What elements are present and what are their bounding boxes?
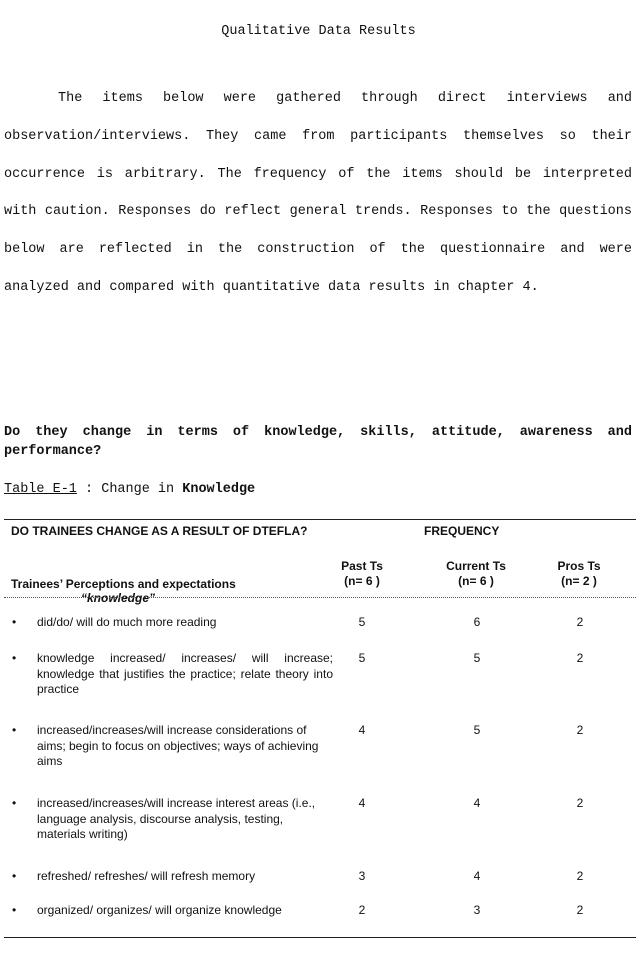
column-name-pros: Pros Ts — [557, 559, 601, 573]
cell-current: 4 — [473, 796, 481, 810]
cell-pros: 2 — [576, 903, 584, 917]
cell-pros: 2 — [576, 796, 584, 810]
row-description: organized/ organizes/ will organize knowledge — [37, 903, 282, 917]
table-caption — [4, 482, 255, 497]
cell-past: 3 — [358, 869, 366, 883]
header-perceptions-sub: “knowledge” — [81, 591, 156, 605]
bullet-icon: • — [12, 651, 17, 665]
cell-past: 5 — [358, 615, 366, 629]
cell-current: 3 — [473, 903, 481, 917]
column-name-past: Past Ts — [341, 559, 383, 573]
bullet-icon: • — [12, 723, 17, 737]
cell-past: 2 — [358, 903, 366, 917]
column-name-current: Current Ts — [446, 559, 506, 573]
cell-current: 4 — [473, 869, 481, 883]
cell-past: 5 — [358, 651, 366, 665]
table-caption-keyword: Knowledge — [182, 482, 256, 497]
bullet-icon: • — [12, 615, 17, 629]
row-description: increased/increases/will increase considerations of aims; begin to focus on objectives; ways of achieving aims — [37, 723, 319, 768]
cell-past: 4 — [358, 796, 366, 810]
header-question: DO TRAINEES CHANGE AS A RESULT OF DTEFLA? — [11, 524, 308, 538]
header-perceptions: Trainees’ Perceptions and expectations — [11, 577, 236, 591]
bullet-icon: • — [12, 903, 17, 917]
column-n-past: (n= 6 ) — [344, 574, 380, 588]
cell-pros: 2 — [576, 869, 584, 883]
header-frequency: FREQUENCY — [424, 524, 500, 538]
bullet-icon: • — [12, 869, 17, 883]
column-n-pros: (n= 2 ) — [561, 574, 597, 588]
bullet-icon: • — [12, 796, 17, 810]
row-description: refreshed/ refreshes/ will refresh memory — [37, 869, 256, 883]
intro-paragraph: The items below were gathered through direct interviews and observation/interviews. They came from participants themselves so their occurrence is arbitrary. The frequency of the items should be interpreted with caution. Responses do reflect general trends. Responses to the questions below are reflected in the construction of the questionnaire and were analyzed and compared with quantitative data results in chapter 4. — [4, 91, 632, 295]
table-top-rule — [4, 519, 636, 520]
table-caption-label: Table E-1 — [4, 482, 77, 497]
cell-current: 6 — [473, 615, 481, 629]
row-description: increased/increases/will increase interest areas (i.e., language analysis, discourse analysis, testing, materials writing) — [37, 796, 316, 841]
table-bottom-rule — [4, 937, 636, 938]
cell-past: 4 — [358, 723, 366, 737]
cell-pros: 2 — [576, 723, 584, 737]
page-title: Qualitative Data Results — [221, 24, 416, 39]
table-caption-separator: : Change in — [76, 482, 183, 497]
knowledge-table — [4, 519, 636, 939]
cell-current: 5 — [473, 651, 481, 665]
table-header-rule — [4, 597, 636, 598]
column-n-current: (n= 6 ) — [458, 574, 494, 588]
column-header-pros — [524, 559, 634, 589]
column-header-current — [421, 559, 531, 589]
cell-current: 5 — [473, 723, 481, 737]
section-question: Do they change in terms of knowledge, skills, attitude, awareness and performance? — [4, 425, 632, 459]
cell-pros: 2 — [576, 615, 584, 629]
cell-pros: 2 — [576, 651, 584, 665]
column-header-past — [307, 559, 417, 589]
row-description: knowledge increased/ increases/ will increase; knowledge that justifies the practice; relate theory into practice — [37, 651, 333, 696]
row-description: did/do/ will do much more reading — [37, 615, 217, 629]
